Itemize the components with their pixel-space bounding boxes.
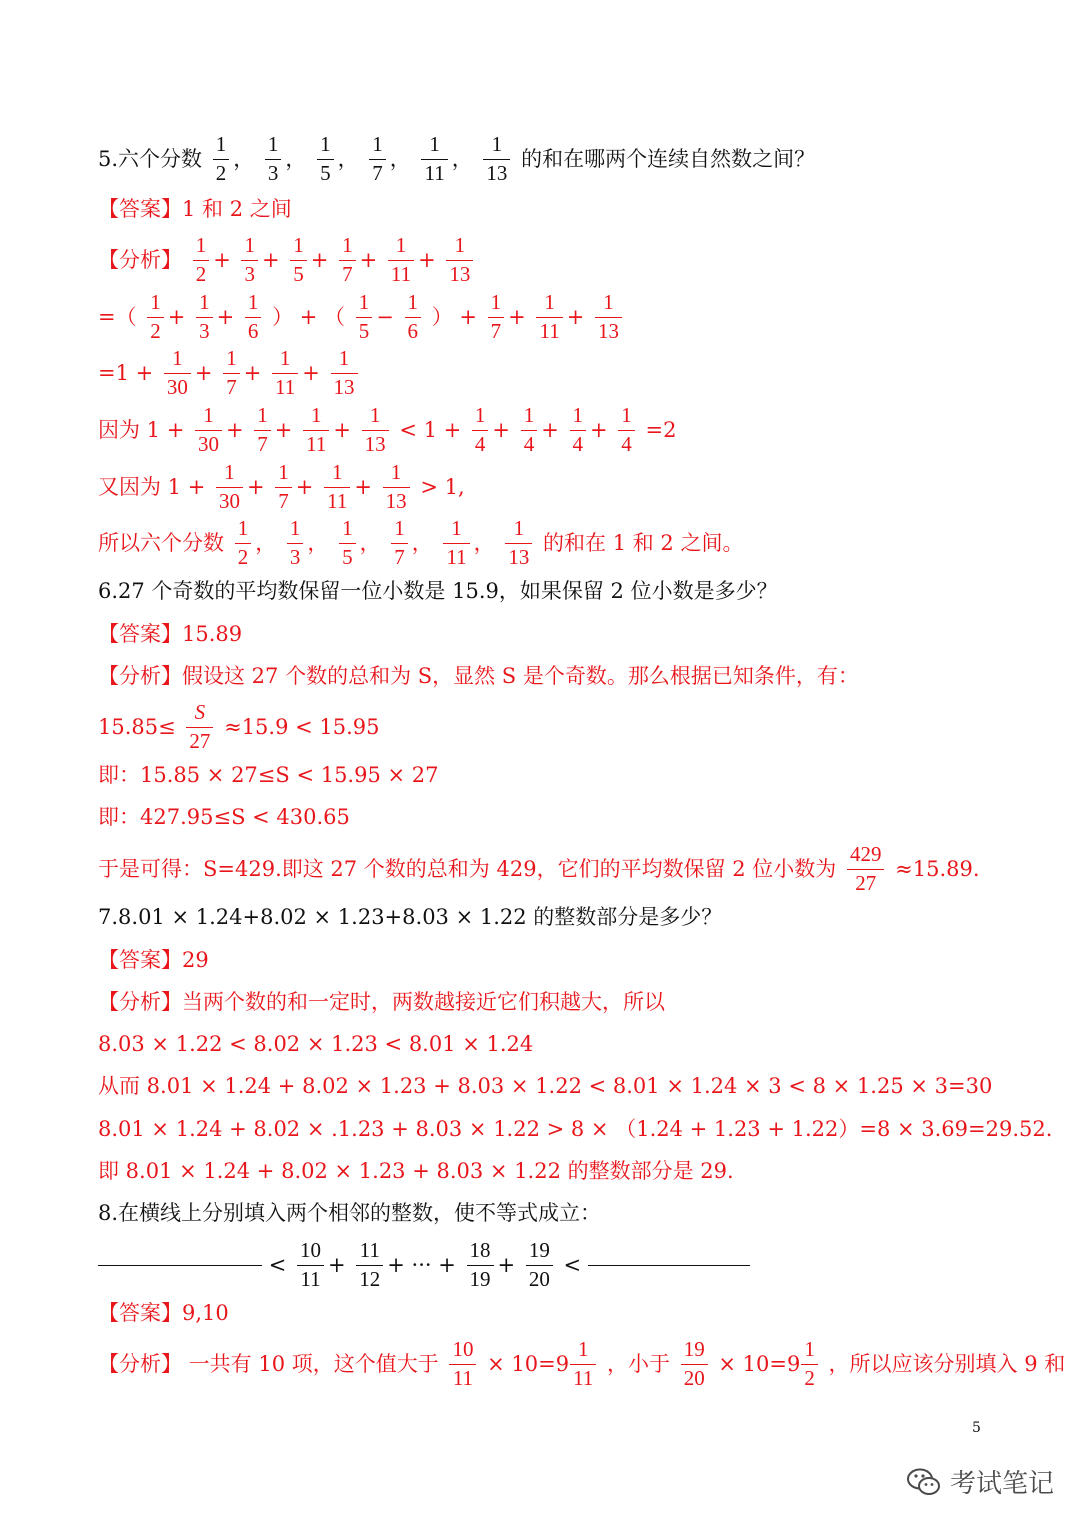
q5-stem: 5.六个分数 $\frac{1}{2}$ ， $\frac{1}{3}$ ， $\frac{1}{5}$ ， $\frac{1}{7}$ ， $\frac{1}{11}$ ， $\frac{1}{13}$ 的和在哪两个连续自然数之间？ [98, 132, 816, 185]
fraction: $\frac{1}{13}$ [331, 347, 358, 399]
analysis-tag: 【分析】 [98, 1351, 182, 1376]
answer-value: 9,10 [182, 1301, 229, 1325]
q8-inequality: < $\frac{10}{11}$ + $\frac{11}{12}$ + ··· + $\frac{18}{19}$ + $\frac{19}{20}$ < [98, 1239, 750, 1291]
q8-answer [98, 1302, 229, 1324]
q6-analysis-line-3: 即：427.95≤S < 430.65 [98, 805, 350, 829]
q6-answer [98, 623, 242, 645]
answer-value: 1 和 2 之间 [182, 197, 292, 221]
fraction: $\frac{1}{6}$ [405, 291, 422, 343]
q5-answer [98, 198, 292, 220]
fraction: $\frac{1}{4}$ [472, 404, 489, 456]
fraction: $\frac{1}{3}$ [287, 517, 304, 569]
q7-answer [98, 949, 209, 971]
fraction: $\frac{1}{2}$ [147, 291, 164, 343]
watermark [906, 1463, 1054, 1500]
fraction: $\frac{1}{2}$ [801, 1338, 818, 1390]
fraction: $\frac{1}{11}$ [443, 517, 469, 569]
q6-stem: 6.27 个奇数的平均数保留一位小数是 15.9，如果保留 2 位小数是多少？ [98, 579, 778, 603]
fraction: $\frac{1}{7}$ [369, 133, 386, 185]
fraction: $\frac{1}{7}$ [488, 291, 505, 343]
fraction: $\frac{1}{13}$ [383, 461, 410, 513]
fraction: $\frac{1}{7}$ [254, 404, 271, 456]
q6-analysis-line-4: 于是可得：S=429.即这 27 个数的总和为 429，它们的平均数保留 2 位小数为 $\frac{429}{27}$ ≈15.89. [98, 842, 980, 895]
fraction: $\frac{1}{3}$ [196, 291, 213, 343]
fraction: $\frac{1}{7}$ [391, 517, 408, 569]
answer-tag: 【答案】 [98, 197, 182, 221]
fraction: $\frac{1}{7}$ [339, 234, 356, 286]
answer-value: 29 [182, 948, 209, 972]
fraction: $\frac{1}{30}$ [195, 404, 222, 456]
fraction: $\frac{1}{13}$ [446, 234, 473, 286]
fraction: $\frac{1}{2}$ [213, 133, 230, 185]
answer-tag: 【答案】 [98, 1301, 182, 1325]
fraction: $\frac{1}{13}$ [362, 404, 389, 456]
q6-analysis-line-2: 即：15.85 × 27≤S < 15.95 × 27 [98, 763, 439, 787]
answer-blank-left[interactable] [98, 1265, 262, 1266]
analysis-tag: 【分析】 [98, 990, 182, 1014]
q5-analysis-line-3: =1 + $\frac{1}{30}$ + $\frac{1}{7}$ + $\frac{1}{11}$ + $\frac{1}{13}$ [98, 347, 362, 399]
q6-analysis-line-1: 15.85≤ $\frac{S}{27}$ ≈15.9 < 15.95 [98, 700, 380, 753]
watermark-text: 考试笔记 [950, 1469, 1055, 1499]
fraction: $\frac{19}{20}$ [681, 1338, 708, 1390]
fraction: $\frac{1}{11}$ [388, 234, 414, 286]
fraction: $\frac{1}{2}$ [193, 234, 210, 286]
fraction: $\frac{1}{7}$ [275, 461, 292, 513]
fraction: $\frac{1}{11}$ [536, 291, 562, 343]
fraction: $\frac{18}{19}$ [467, 1239, 494, 1291]
answer-tag: 【答案】 [98, 622, 182, 646]
fraction: $\frac{1}{11}$ [272, 347, 298, 399]
q5-analysis-line-1: 【分析】 $\frac{1}{2}$ + $\frac{1}{3}$ + $\frac{1}{5}$ + $\frac{1}{7}$ + $\frac{1}{11}$ + $\frac{1}{13}$ [98, 234, 477, 286]
fraction: $\frac{1}{11}$ [303, 404, 329, 456]
q8-analysis: 【分析】 一共有 10 项，这个值大于 $\frac{10}{11}$ × 10=9 $\frac{1}{11}$ ，小于 $\frac{19}{20}$ × 10=9 $\frac{1}{2}$ ，所以应该分别填入 9 和 [98, 1337, 1066, 1390]
fraction: $\frac{1}{5}$ [317, 133, 334, 185]
fraction: $\frac{1}{4}$ [618, 404, 635, 456]
fraction: $\frac{1}{30}$ [164, 347, 191, 399]
fraction: $\frac{1}{3}$ [241, 234, 258, 286]
q7-analysis-line-3: 8.01 × 1.24 + 8.02 × .1.23 + 8.03 × 1.22 > 8 × （1.24 + 1.23 + 1.22）=8 × 3.69=29.52. [98, 1117, 1053, 1141]
analysis-tag: 【分析】 [98, 664, 182, 688]
fraction: $\frac{1}{3}$ [265, 133, 282, 185]
fraction: $\frac{1}{2}$ [235, 517, 252, 569]
q7-stem: 7.8.01 × 1.24+8.02 × 1.23+8.03 × 1.22 的整数部分是多少？ [98, 905, 723, 929]
fraction: $\frac{1}{4}$ [521, 404, 538, 456]
fraction: $\frac{10}{11}$ [297, 1239, 324, 1291]
fraction: $\frac{1}{5}$ [339, 517, 356, 569]
fraction: $\frac{1}{5}$ [290, 234, 307, 286]
wechat-icon [906, 1467, 942, 1497]
q5-analysis-line-6: 所以六个分数 $\frac{1}{2}$ ， $\frac{1}{3}$ ， $\frac{1}{5}$ ， $\frac{1}{7}$ ， $\frac{1}{11}$ ， $\frac{1}{13}$ 的和在 1 和 2 之间。 [98, 516, 744, 569]
q5-analysis-line-4: 因为 1 + $\frac{1}{30}$ + $\frac{1}{7}$ + $\frac{1}{11}$ + $\frac{1}{13}$ < 1 + $\frac{1}{4}$ + $\frac{1}{4}$ + $\frac{1}{4}$ + $\frac{1}{4}$ =2 [98, 403, 677, 456]
fraction: $\frac{1}{11}$ [570, 1338, 596, 1390]
page-number: 5 [972, 1420, 981, 1436]
fraction: $\frac{1}{13}$ [505, 517, 532, 569]
q7-analysis-line-2: 从而 8.01 × 1.24 + 8.02 × 1.23 + 8.03 × 1.22 < 8.01 × 1.24 × 3 < 8 × 1.25 × 3=30 [98, 1074, 993, 1098]
answer-tag: 【答案】 [98, 948, 182, 972]
fraction: $\frac{S}{27}$ [186, 701, 213, 753]
fraction: $\frac{1}{11}$ [324, 461, 350, 513]
fraction: $\frac{1}{11}$ [421, 133, 447, 185]
fraction: $\frac{19}{20}$ [526, 1239, 553, 1291]
fraction: $\frac{1}{6}$ [245, 291, 262, 343]
analysis-tag: 【分析】 [98, 247, 182, 272]
q8-stem: 8.在横线上分别填入两个相邻的整数，使不等式成立： [98, 1201, 602, 1225]
fraction: $\frac{1}{5}$ [356, 291, 373, 343]
fraction: $\frac{10}{11}$ [449, 1338, 476, 1390]
fraction: $\frac{429}{27}$ [847, 843, 885, 895]
q5-analysis-line-2: =（ $\frac{1}{2}$ + $\frac{1}{3}$ + $\frac{1}{6}$ ） + （ $\frac{1}{5}$ − $\frac{1}{6}$ ） + $\frac{1}{7}$ + $\frac{1}{11}$ + $\frac{1}{13}$ [98, 291, 626, 343]
q6-analysis: 【分析】假设这 27 个数的总和为 S，显然 S 是个奇数。那么根据已知条件，有： [98, 664, 859, 688]
fraction: $\frac{1}{30}$ [216, 461, 243, 513]
fraction: $\frac{1}{7}$ [223, 347, 240, 399]
q5-analysis-line-5: 又因为 1 + $\frac{1}{30}$ + $\frac{1}{7}$ + $\frac{1}{11}$ + $\frac{1}{13}$ > 1, [98, 460, 465, 513]
q7-analysis-line-1: 8.03 × 1.22 < 8.02 × 1.23 < 8.01 × 1.24 [98, 1032, 534, 1056]
answer-blank-right[interactable] [588, 1265, 750, 1266]
fraction: $\frac{1}{4}$ [570, 404, 587, 456]
fraction: $\frac{1}{13}$ [483, 133, 510, 185]
fraction: $\frac{1}{13}$ [595, 291, 622, 343]
fraction: $\frac{11}{12}$ [356, 1239, 383, 1291]
answer-value: 15.89 [182, 622, 243, 646]
q7-analysis-line-4: 即 8.01 × 1.24 + 8.02 × 1.23 + 8.03 × 1.22 的整数部分是 29. [98, 1159, 734, 1183]
q7-analysis: 【分析】当两个数的和一定时，两数越接近它们积越大，所以 [98, 990, 665, 1014]
